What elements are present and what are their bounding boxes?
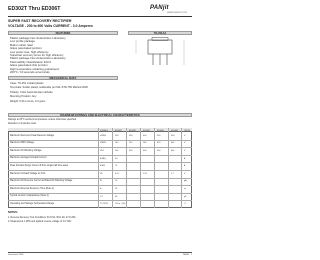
table-column-header: ED305T xyxy=(157,129,165,132)
mechanical-data-heading: MECHANICAL DATA xyxy=(8,76,118,80)
table-row-parameter: Maximum Average Forward Current xyxy=(10,157,47,160)
table-row-divider xyxy=(8,200,192,201)
table-cell-value: 3.0 xyxy=(115,157,118,160)
table-row-parameter: Maximum RMS Voltage xyxy=(10,142,34,145)
table-cell-unit: ns xyxy=(184,188,187,190)
package-label: TO-251AA xyxy=(128,31,192,35)
table-cell-symbol: IR xyxy=(100,180,102,183)
feature-item: Plastic package has Underwriters Laboratory xyxy=(10,36,66,40)
table-cell-value: 400 xyxy=(143,150,147,152)
table-cell-value: 35 xyxy=(115,188,118,190)
product-description: SUPER FAST RECOVERY RECTIFIER xyxy=(8,19,72,23)
table-cell-unit: pF xyxy=(184,195,187,198)
table-cell-symbol: IF(AV) xyxy=(100,157,106,160)
table-row-parameter: Maximum Recurrent Peak Reverse Voltage xyxy=(10,134,55,137)
mechanical-data-item: Polarity: Color band denotes cathode xyxy=(10,90,53,94)
table-column-header: ED302T xyxy=(115,129,123,132)
ratings-note: Ratings at 25°C ambient temperature unless otherwise specified. xyxy=(8,118,77,121)
table-column-header: ED306T xyxy=(171,129,179,132)
feature-item: Flammability Classification 94V-0 xyxy=(10,59,52,64)
table-row-divider xyxy=(8,185,192,186)
mechanical-data-item: Weight: 0.011 ounce, 0.3 gram xyxy=(10,99,46,103)
table-cell-symbol: trr xyxy=(100,188,102,190)
table-cell-symbol: VRRM xyxy=(100,134,106,137)
feature-item: Low profile package xyxy=(10,39,35,44)
table-cell-value: 600 xyxy=(171,150,175,152)
feature-item: Superfast recovery times for high efficiency xyxy=(10,53,64,57)
table-column-header: UNITS xyxy=(184,129,190,132)
voltage-current-rating: VOLTAGE - 200 to 600 Volts CURRENT - 3.0 Amperes xyxy=(8,24,93,28)
table-cell-value: 280 xyxy=(143,142,147,145)
table-cell-value: 500 xyxy=(157,134,161,137)
table-row-parameter: Peak Forward Surge Current 8.3ms single half sine-wave xyxy=(10,165,69,167)
table-cell-value: 0.95 xyxy=(115,172,119,175)
table-cell-symbol: TJ,TSTG xyxy=(100,203,109,206)
table-cell-value: 1.7 xyxy=(171,172,174,175)
table-cell-value: 210 xyxy=(129,142,133,145)
table-cell-symbol: VDC xyxy=(100,150,105,152)
page-title: ED302T Thru ED306T xyxy=(8,6,61,12)
table-cell-value: 1.25 xyxy=(143,172,147,175)
table-cell-unit: μA xyxy=(184,180,187,183)
mechanical-data-item: Case: TO-251 molded plastic xyxy=(10,82,44,85)
table-row-divider xyxy=(8,193,192,194)
mechanical-data-item: Terminals: Solder plated, solderable per MIL-STD-750 Method 2026 xyxy=(10,86,88,90)
table-cell-value: 75 xyxy=(115,165,118,168)
table-cell-value: 10 xyxy=(115,180,118,183)
table-column-header: SYMBOL xyxy=(100,129,109,132)
table-cell-value: 40 xyxy=(115,195,118,198)
table-cell-unit: °C xyxy=(184,203,187,206)
package-outline-drawing xyxy=(128,37,192,67)
footer-rule xyxy=(8,252,192,253)
table-cell-unit: V xyxy=(184,142,186,145)
table-cell-unit: V xyxy=(184,134,186,137)
mechanical-data-item: Mounting Position: Any xyxy=(10,95,37,99)
table-row-divider xyxy=(8,155,192,156)
footer-left: Datasheet 2005 xyxy=(8,254,24,256)
header-rule xyxy=(8,16,192,17)
table-cell-value: 420 xyxy=(171,142,175,145)
table-cell-value: 500 xyxy=(157,150,161,152)
table-column-header: ED304T xyxy=(143,129,151,132)
feature-item: Glass passivated junction xyxy=(10,46,42,51)
table-cell-unit: A xyxy=(184,165,186,168)
table-row-parameter: Typical Junction Capacitance (Note 2) xyxy=(10,195,49,198)
table-row-divider xyxy=(8,178,192,179)
table-cell-symbol: CJ xyxy=(100,195,103,198)
brand-logo-subtitle: SEMICONDUCTOR xyxy=(167,12,187,14)
table-cell-unit: V xyxy=(184,150,186,152)
note-item: 2. Measured at 1 MHz and applied reverse voltage of 4.0 VDC xyxy=(8,221,72,223)
table-column-header: ED303T xyxy=(129,129,137,132)
feature-item: Built-in strain relief xyxy=(10,42,34,47)
feature-item: Plastic package has Underwriters Laboratory xyxy=(10,56,66,61)
table-cell-value: -55 to +150 xyxy=(115,203,126,206)
features-heading: FEATURES xyxy=(8,31,118,35)
table-cell-value: 200 xyxy=(115,150,119,152)
table-row-parameter: Maximum DC Blocking Voltage xyxy=(10,149,42,152)
table-row-divider xyxy=(8,140,192,141)
feature-item: Glass passivated chip junction xyxy=(10,63,48,68)
feature-item: Low power loss, high efficiency xyxy=(10,49,49,54)
table-cell-unit: A xyxy=(184,157,186,160)
table-cell-value: 200 xyxy=(115,134,119,137)
table-cell-value: 300 xyxy=(129,134,133,137)
table-row-divider xyxy=(8,170,192,171)
table-cell-symbol: IFSM xyxy=(100,165,105,168)
feature-item: High temperature soldering guaranteed: xyxy=(10,66,60,71)
table-row-parameter: Maximum DC Reverse Current at Rated DC Blocking Voltage xyxy=(10,180,73,183)
table-cell-symbol: VRMS xyxy=(100,142,106,145)
table-cell-value: 140 xyxy=(115,142,119,145)
table-cell-value: 350 xyxy=(157,142,161,145)
table-row-parameter: Operating and Storage Temperature Range xyxy=(10,203,55,205)
table-row-parameter: Maximum Reverse Recovery Time (Note 1) xyxy=(10,187,55,190)
table-cell-value: 600 xyxy=(171,134,175,137)
table-row-parameter: Maximum Forward Voltage at 3.0A xyxy=(10,172,46,175)
ratings-heading: MAXIMUM RATINGS AND ELECTRICAL CHARACTERISTICS xyxy=(8,113,192,117)
note-item: 1. Reverse Recovery Test Conditions: IF=0.5A, IR=1.0A, Irr=0.25A xyxy=(8,217,76,219)
table-cell-value: 400 xyxy=(143,134,147,137)
table-row-divider xyxy=(8,147,192,148)
feature-item: 260°C / 10 seconds at terminals xyxy=(10,70,50,74)
notes-heading: NOTES: xyxy=(8,211,18,214)
table-cell-unit: V xyxy=(184,172,186,175)
table-row-divider xyxy=(8,162,192,163)
table-cell-value: 300 xyxy=(129,150,133,152)
footer-page-number: PAGE . 1 xyxy=(183,254,192,256)
ratings-note: Resistive or inductive load. xyxy=(8,122,37,125)
table-cell-symbol: VF xyxy=(100,172,103,175)
brand-logo: PANjit xyxy=(150,5,169,11)
